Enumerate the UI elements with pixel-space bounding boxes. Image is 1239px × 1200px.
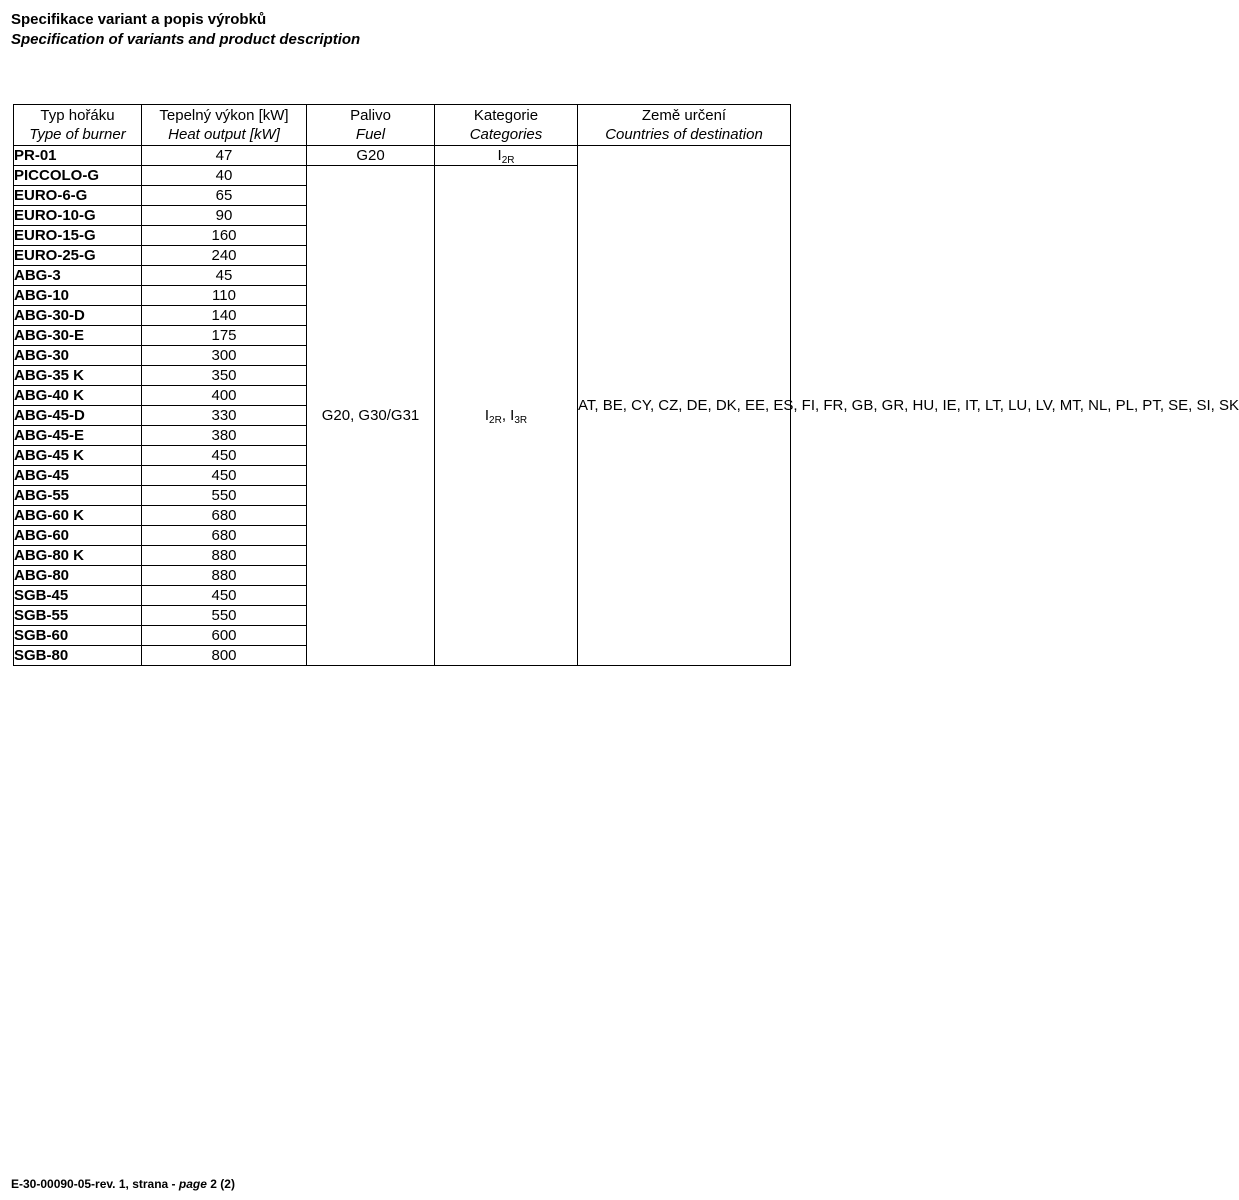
specification-table: [13, 104, 1239, 666]
burner-type-cell: ABG-35 K: [14, 366, 142, 386]
heat-output-cell: 40: [142, 166, 307, 186]
burner-type-cell: ABG-45 K: [14, 446, 142, 466]
burner-type-cell: ABG-40 K: [14, 386, 142, 406]
heat-output-cell: 450: [142, 446, 307, 466]
burner-type-cell: ABG-45-D: [14, 406, 142, 426]
burner-type-cell: ABG-80 K: [14, 546, 142, 566]
burner-type-cell: PICCOLO-G: [14, 166, 142, 186]
heat-output-cell: 450: [142, 466, 307, 486]
heat-output-cell: 350: [142, 366, 307, 386]
burner-type-cell: SGB-55: [14, 606, 142, 626]
burner-type-cell: ABG-30-E: [14, 326, 142, 346]
fuel-group-cell: G20, G30/G31: [307, 166, 435, 666]
burner-type-cell: EURO-25-G: [14, 246, 142, 266]
category-group-cell: $I_{2R}$, $I_{3R}$: [435, 166, 578, 666]
page-title-czech: Specifikace variant a popis výrobků: [11, 11, 267, 28]
burner-type-cell: EURO-10-G: [14, 206, 142, 226]
heat-output-cell: 330: [142, 406, 307, 426]
burner-type-cell: ABG-30: [14, 346, 142, 366]
burner-type-cell: SGB-80: [14, 646, 142, 666]
heat-output-cell: 300: [142, 346, 307, 366]
heat-output-cell: 880: [142, 566, 307, 586]
burner-type-cell: EURO-15-G: [14, 226, 142, 246]
heat-output-cell: 140: [142, 306, 307, 326]
page-number: 2 (2): [210, 1177, 235, 1191]
heat-output-cell: 880: [142, 546, 307, 566]
heat-output-cell: 550: [142, 486, 307, 506]
heat-output-cell: 680: [142, 526, 307, 546]
burner-type-cell: ABG-30-D: [14, 306, 142, 326]
heat-output-cell: 175: [142, 326, 307, 346]
document-number: E-30-00090-05-rev. 1,: [11, 1177, 129, 1191]
burner-type-cell: PR-01: [14, 146, 142, 166]
burner-type-cell: ABG-45-E: [14, 426, 142, 446]
heat-output-cell: 240: [142, 246, 307, 266]
table-header-row: [14, 105, 791, 146]
category-cell: $I_{2R}$: [435, 146, 578, 166]
burner-type-cell: ABG-45: [14, 466, 142, 486]
header-fuel: Palivo Fuel: [307, 105, 435, 146]
header-heat-output: Tepelný výkon [kW] Heat output [kW]: [142, 105, 307, 146]
header-type-of-burner: Typ hořáku Type of burner: [14, 105, 142, 146]
countries-of-destination-cell: AT, BE, CY, CZ, DE, DK, EE, ES, FI, FR, GB, GR, HU, IE, IT, LT, LU, LV, MT, NL, PL, PT, SE, SI, SK: [578, 146, 791, 666]
burner-type-cell: SGB-45: [14, 586, 142, 606]
table-row: [14, 146, 791, 166]
burner-type-cell: ABG-55: [14, 486, 142, 506]
burner-type-cell: ABG-60 K: [14, 506, 142, 526]
heat-output-cell: 450: [142, 586, 307, 606]
burner-type-cell: ABG-80: [14, 566, 142, 586]
heat-output-cell: 550: [142, 606, 307, 626]
page-title-english: Specification of variants and product description: [11, 31, 361, 48]
heat-output-cell: 400: [142, 386, 307, 406]
heat-output-cell: 680: [142, 506, 307, 526]
heat-output-cell: 600: [142, 626, 307, 646]
header-countries: Země určení Countries of destination: [578, 105, 791, 146]
fuel-cell: G20: [307, 146, 435, 166]
heat-output-cell: 45: [142, 266, 307, 286]
header-categories: Kategorie Categories: [435, 105, 578, 146]
heat-output-cell: 160: [142, 226, 307, 246]
burner-type-cell: EURO-6-G: [14, 186, 142, 206]
heat-output-cell: 110: [142, 286, 307, 306]
heat-output-cell: 800: [142, 646, 307, 666]
burner-type-cell: ABG-10: [14, 286, 142, 306]
page-label-english: page: [178, 1177, 207, 1191]
heat-output-cell: 380: [142, 426, 307, 446]
page-footer: [11, 1177, 235, 1191]
burner-type-cell: ABG-60: [14, 526, 142, 546]
heat-output-cell: 65: [142, 186, 307, 206]
page-label-czech: strana -: [132, 1177, 176, 1191]
heat-output-cell: 90: [142, 206, 307, 226]
burner-type-cell: SGB-60: [14, 626, 142, 646]
burner-type-cell: ABG-3: [14, 266, 142, 286]
heat-output-cell: 47: [142, 146, 307, 166]
